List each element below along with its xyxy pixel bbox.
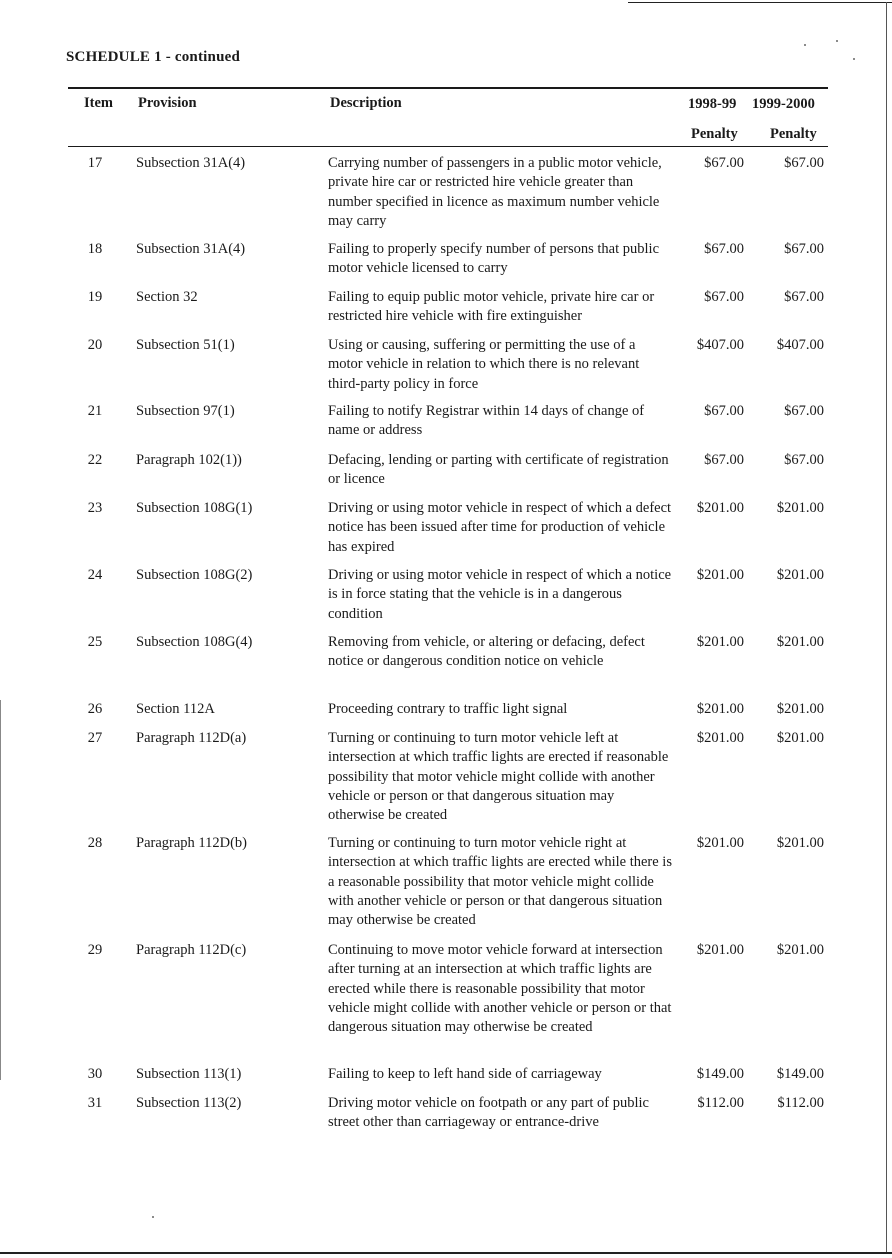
penalty-1999-2000-cell: $67.00 (784, 155, 824, 171)
description-cell: Failing to keep to left hand side of carriageway (328, 1066, 602, 1082)
penalty-1999-2000-cell: $201.00 (776, 701, 824, 717)
description-cell: Defacing, lending or parting with certificate of registration or licence (328, 452, 669, 488)
penalty-1998-99-cell: $201.00 (696, 500, 744, 516)
item-number: 19 (87, 289, 103, 305)
item-number: 22 (87, 452, 103, 468)
penalty-1999-2000-cell: $201.00 (776, 567, 824, 583)
provision-cell: Subsection 108G(4) (136, 634, 253, 650)
column-header-penalty-2: Penalty (770, 126, 817, 142)
penalty-1999-2000-cell: $67.00 (784, 241, 824, 257)
description-cell: Driving or using motor vehicle in respect of which a defect notice has been issued after time for production of vehicle has expired (328, 500, 672, 555)
item-number: 25 (87, 634, 103, 650)
provision-cell: Paragraph 112D(a) (136, 730, 247, 746)
item-number: 26 (87, 701, 103, 717)
item-number: 31 (87, 1095, 103, 1111)
item-number: 17 (87, 155, 103, 171)
description-cell: Continuing to move motor vehicle forward at intersection after turning at an intersection at which traffic lights are erected while there is reasonable possibility that motor vehicle might collide with another vehicle or person or that dangerous situation may otherwise be created (328, 942, 672, 1036)
penalty-1998-99-cell: $67.00 (704, 289, 744, 305)
penalty-1999-2000-cell: $67.00 (784, 452, 824, 468)
description-cell: Failing to properly specify number of persons that public motor vehicle licensed to carry (328, 241, 660, 277)
description-cell: Driving or using motor vehicle in respect of which a notice is in force stating that the vehicle is in a dangerous condition (328, 567, 672, 622)
penalty-1998-99-cell: $201.00 (696, 567, 744, 583)
column-header-year-1999-2000: 1999-2000 (752, 96, 815, 112)
penalty-1998-99-cell: $112.00 (697, 1095, 744, 1111)
provision-cell: Subsection 108G(1) (136, 500, 253, 516)
penalty-1998-99-cell: $149.00 (696, 1066, 744, 1082)
provision-cell: Section 32 (136, 289, 198, 305)
penalty-1999-2000-cell: $201.00 (776, 634, 824, 650)
penalty-1998-99-cell: $407.00 (696, 337, 744, 353)
penalty-1999-2000-cell: $67.00 (784, 289, 824, 305)
column-header-item: Item (84, 95, 113, 111)
item-number: 27 (87, 730, 103, 746)
page-title: SCHEDULE 1 - continued (66, 49, 241, 65)
penalty-1999-2000-cell: $67.00 (784, 403, 824, 419)
item-number: 24 (87, 567, 103, 583)
description-cell: Turning or continuing to turn motor vehicle left at intersection at which traffic lights are erected if reasonable possibility that motor vehicle might collide with another vehicle or person or that dangerous situation may otherwise be created (328, 730, 669, 824)
penalty-1998-99-cell: $201.00 (696, 634, 744, 650)
provision-cell: Paragraph 102(1)) (136, 452, 242, 468)
penalty-1998-99-cell: $67.00 (704, 403, 744, 419)
penalty-1998-99-cell: $201.00 (696, 942, 744, 958)
penalty-1998-99-cell: $67.00 (704, 452, 744, 468)
description-cell: Turning or continuing to turn motor vehicle right at intersection at which traffic lights are erected while there is a reasonable possibility that motor vehicle might collide with another vehicle or person or that dangerous situation may otherwise be created (328, 835, 672, 929)
penalty-1998-99-cell: $201.00 (696, 701, 744, 717)
provision-cell: Subsection 31A(4) (136, 241, 246, 257)
description-cell: Failing to equip public motor vehicle, private hire car or restricted hire vehicle with fire extinguisher (328, 289, 655, 325)
penalty-1999-2000-cell: $201.00 (776, 942, 824, 958)
provision-cell: Subsection 51(1) (136, 337, 235, 353)
item-number: 30 (87, 1066, 103, 1082)
description-cell: Failing to notify Registrar within 14 days of change of name or address (328, 403, 645, 439)
provision-cell: Subsection 97(1) (136, 403, 235, 419)
item-number: 20 (87, 337, 103, 353)
description-cell: Proceeding contrary to traffic light signal (328, 701, 568, 717)
penalty-1999-2000-cell: $201.00 (776, 835, 824, 851)
provision-cell: Section 112A (136, 701, 215, 717)
penalty-1999-2000-cell: $149.00 (776, 1066, 824, 1082)
item-number: 21 (87, 403, 103, 419)
provision-cell: Subsection 113(1) (136, 1066, 242, 1082)
penalty-1998-99-cell: $201.00 (696, 730, 744, 746)
item-number: 29 (87, 942, 103, 958)
column-header-description: Description (330, 95, 402, 111)
penalty-1998-99-cell: $67.00 (704, 241, 744, 257)
penalty-1999-2000-cell: $112.00 (777, 1095, 824, 1111)
penalty-1998-99-cell: $67.00 (704, 155, 744, 171)
column-header-year-1998-99: 1998-99 (688, 96, 737, 112)
penalty-1998-99-cell: $201.00 (696, 835, 744, 851)
column-header-provision: Provision (138, 95, 197, 111)
penalty-1999-2000-cell: $201.00 (776, 500, 824, 516)
description-cell: Using or causing, suffering or permitting the use of a motor vehicle in relation to which there is no relevant third-party policy in force (328, 337, 640, 392)
provision-cell: Paragraph 112D(c) (136, 942, 247, 958)
penalty-1999-2000-cell: $407.00 (776, 337, 824, 353)
penalty-1999-2000-cell: $201.00 (776, 730, 824, 746)
provision-cell: Subsection 31A(4) (136, 155, 246, 171)
item-number: 18 (87, 241, 103, 257)
item-number: 28 (87, 835, 103, 851)
description-cell: Driving motor vehicle on footpath or any part of public street other than carriageway or entrance-drive (328, 1095, 649, 1131)
description-cell: Removing from vehicle, or altering or defacing, defect notice or dangerous condition notice on vehicle (328, 634, 645, 670)
provision-cell: Subsection 108G(2) (136, 567, 253, 583)
provision-cell: Subsection 113(2) (136, 1095, 242, 1111)
description-cell: Carrying number of passengers in a public motor vehicle, private hire car or restricted hire vehicle greater than number specified in licence as maximum number vehicle may carry (328, 155, 662, 229)
provision-cell: Paragraph 112D(b) (136, 835, 247, 851)
column-header-penalty-1: Penalty (691, 126, 738, 142)
item-number: 23 (87, 500, 103, 516)
